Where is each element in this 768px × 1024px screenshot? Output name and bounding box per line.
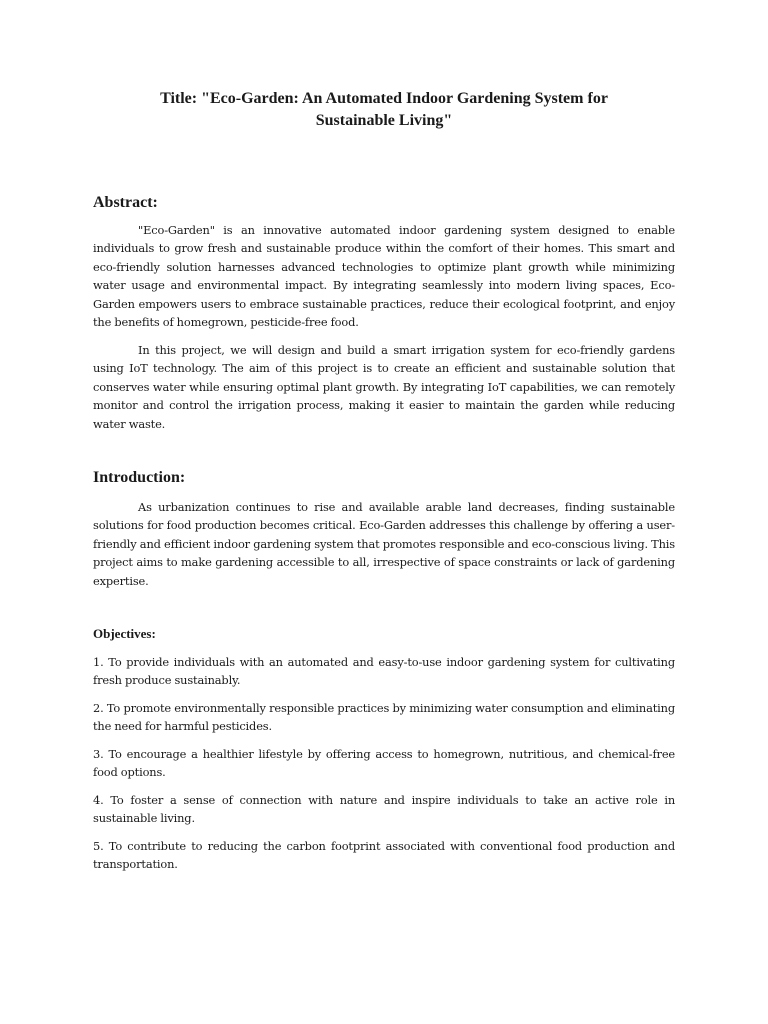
abstract-paragraph-1: "Eco-Garden" is an innovative automated indoor gardening system designed to enable individuals to grow fresh and sustainable produce within the comfort of their homes. This smart and eco-friendly solution harnesses advanced technologies to optimize plant growth while minimizing water usage and environmental impact. By integrating seamlessly into modern living spaces, Eco-Garden empowers users to embrace sustainable practices, reduce their ecological footprint, and enjoy the benefits of homegrown, pesticide-free food. — [93, 223, 675, 330]
objectives-heading: Objectives: — [93, 626, 156, 641]
objective-item-3: 3. To encourage a healthier lifestyle by offering access to homegrown, nutritious, and chemical-free food options. — [93, 747, 675, 780]
objective-item-1: 1. To provide individuals with an automated and easy-to-use indoor gardening system for cultivating fresh produce sustainably. — [93, 655, 675, 688]
introduction-heading: Introduction: — [93, 469, 186, 486]
introduction-paragraph: As urbanization continues to rise and available arable land decreases, finding sustainable solutions for food production becomes critical. Eco-Garden addresses this challenge by offering a user-friendly and efficient indoor gardening system that promotes responsible and eco-conscious living. This project aims to make gardening accessible to all, irrespective of space constraints or lack of gardening expertise. — [93, 500, 675, 588]
objective-item-2: 2. To promote environmentally responsible practices by minimizing water consumption and eliminating the need for harmful pesticides. — [93, 701, 675, 734]
document-title-line-1: Title: "Eco-Garden: An Automated Indoor Gardening System for — [160, 90, 608, 107]
abstract-heading: Abstract: — [93, 194, 158, 211]
document-title-line-2: Sustainable Living" — [315, 112, 453, 129]
abstract-paragraph-2: In this project, we will design and build a smart irrigation system for eco-friendly gardens using IoT technology. The aim of this project is to create an efficient and sustainable solution that conserves water while ensuring optimal plant growth. By integrating IoT capabilities, we can remotely monitor and control the irrigation process, making it easier to maintain the garden while reducing water waste. — [93, 343, 675, 431]
document-title — [93, 88, 675, 132]
objective-item-4: 4. To foster a sense of connection with nature and inspire individuals to take an active role in sustainable living. — [93, 793, 675, 826]
objective-item-5: 5. To contribute to reducing the carbon footprint associated with conventional food production and transportation. — [93, 839, 675, 872]
